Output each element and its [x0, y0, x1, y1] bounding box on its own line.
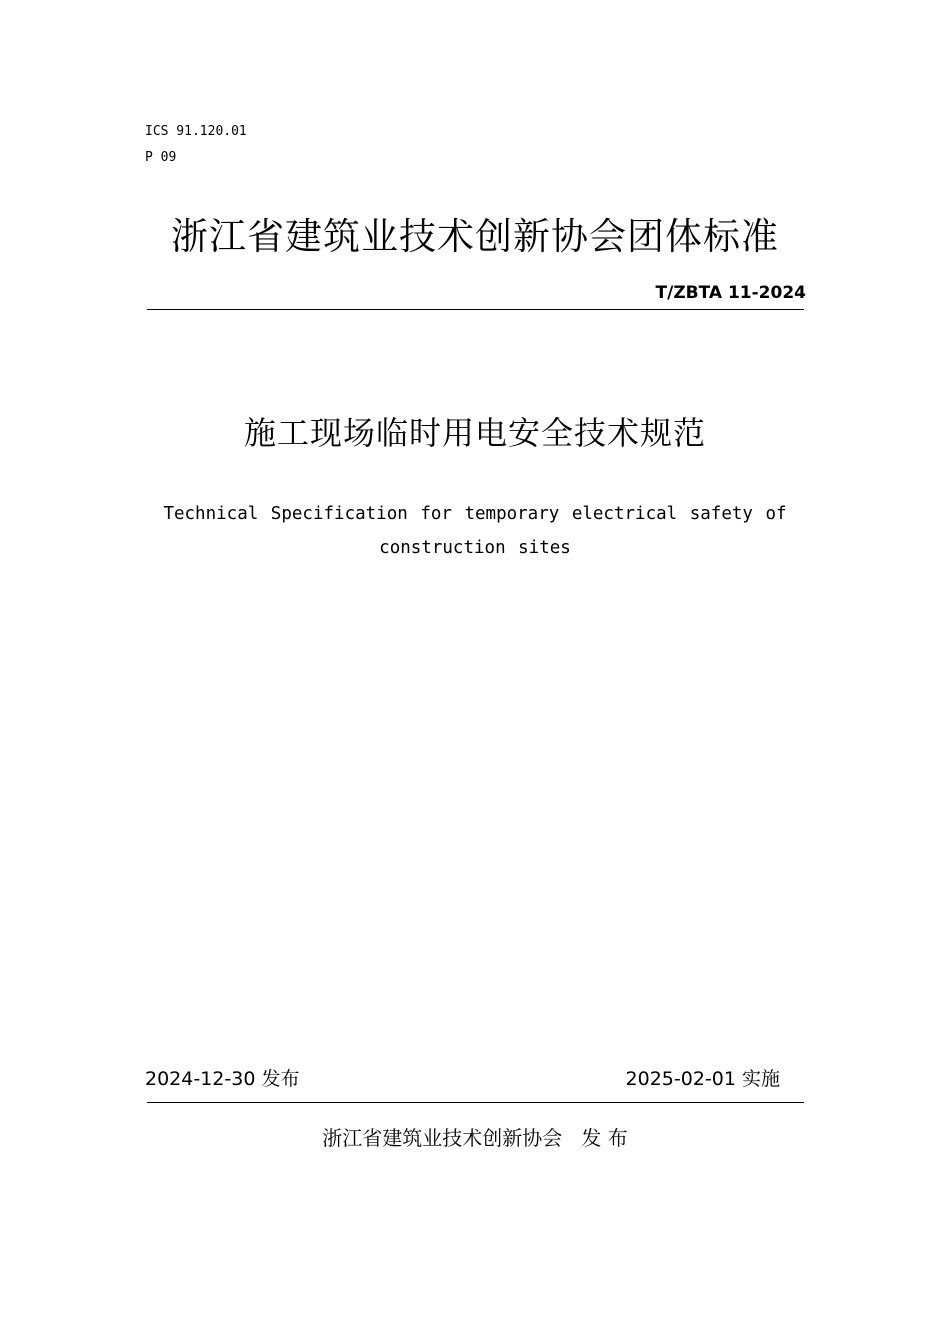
bottom-divider	[147, 1102, 804, 1103]
ics-code: ICS 91.120.01	[145, 124, 247, 139]
document-title-english	[140, 497, 810, 565]
organization-standard-title: 浙江省建筑业技术创新协会团体标准	[171, 215, 779, 258]
publisher-line: 浙江省建筑业技术创新协会 发 布	[322, 1126, 628, 1150]
english-title-line-1: Technical Specification for temporary electrical safety of	[163, 504, 787, 524]
top-divider	[147, 309, 804, 310]
classification-codes	[145, 119, 247, 171]
implementation-date: 2025-02-01 实施	[625, 1068, 780, 1090]
issue-date: 2024-12-30 发布	[145, 1068, 300, 1090]
english-title-line-2: construction sites	[379, 538, 571, 558]
document-title-chinese: 施工现场临时用电安全技术规范	[243, 414, 706, 452]
ccs-code: P 09	[145, 150, 177, 165]
standard-number: T/ZBTA 11-2024	[655, 283, 806, 303]
